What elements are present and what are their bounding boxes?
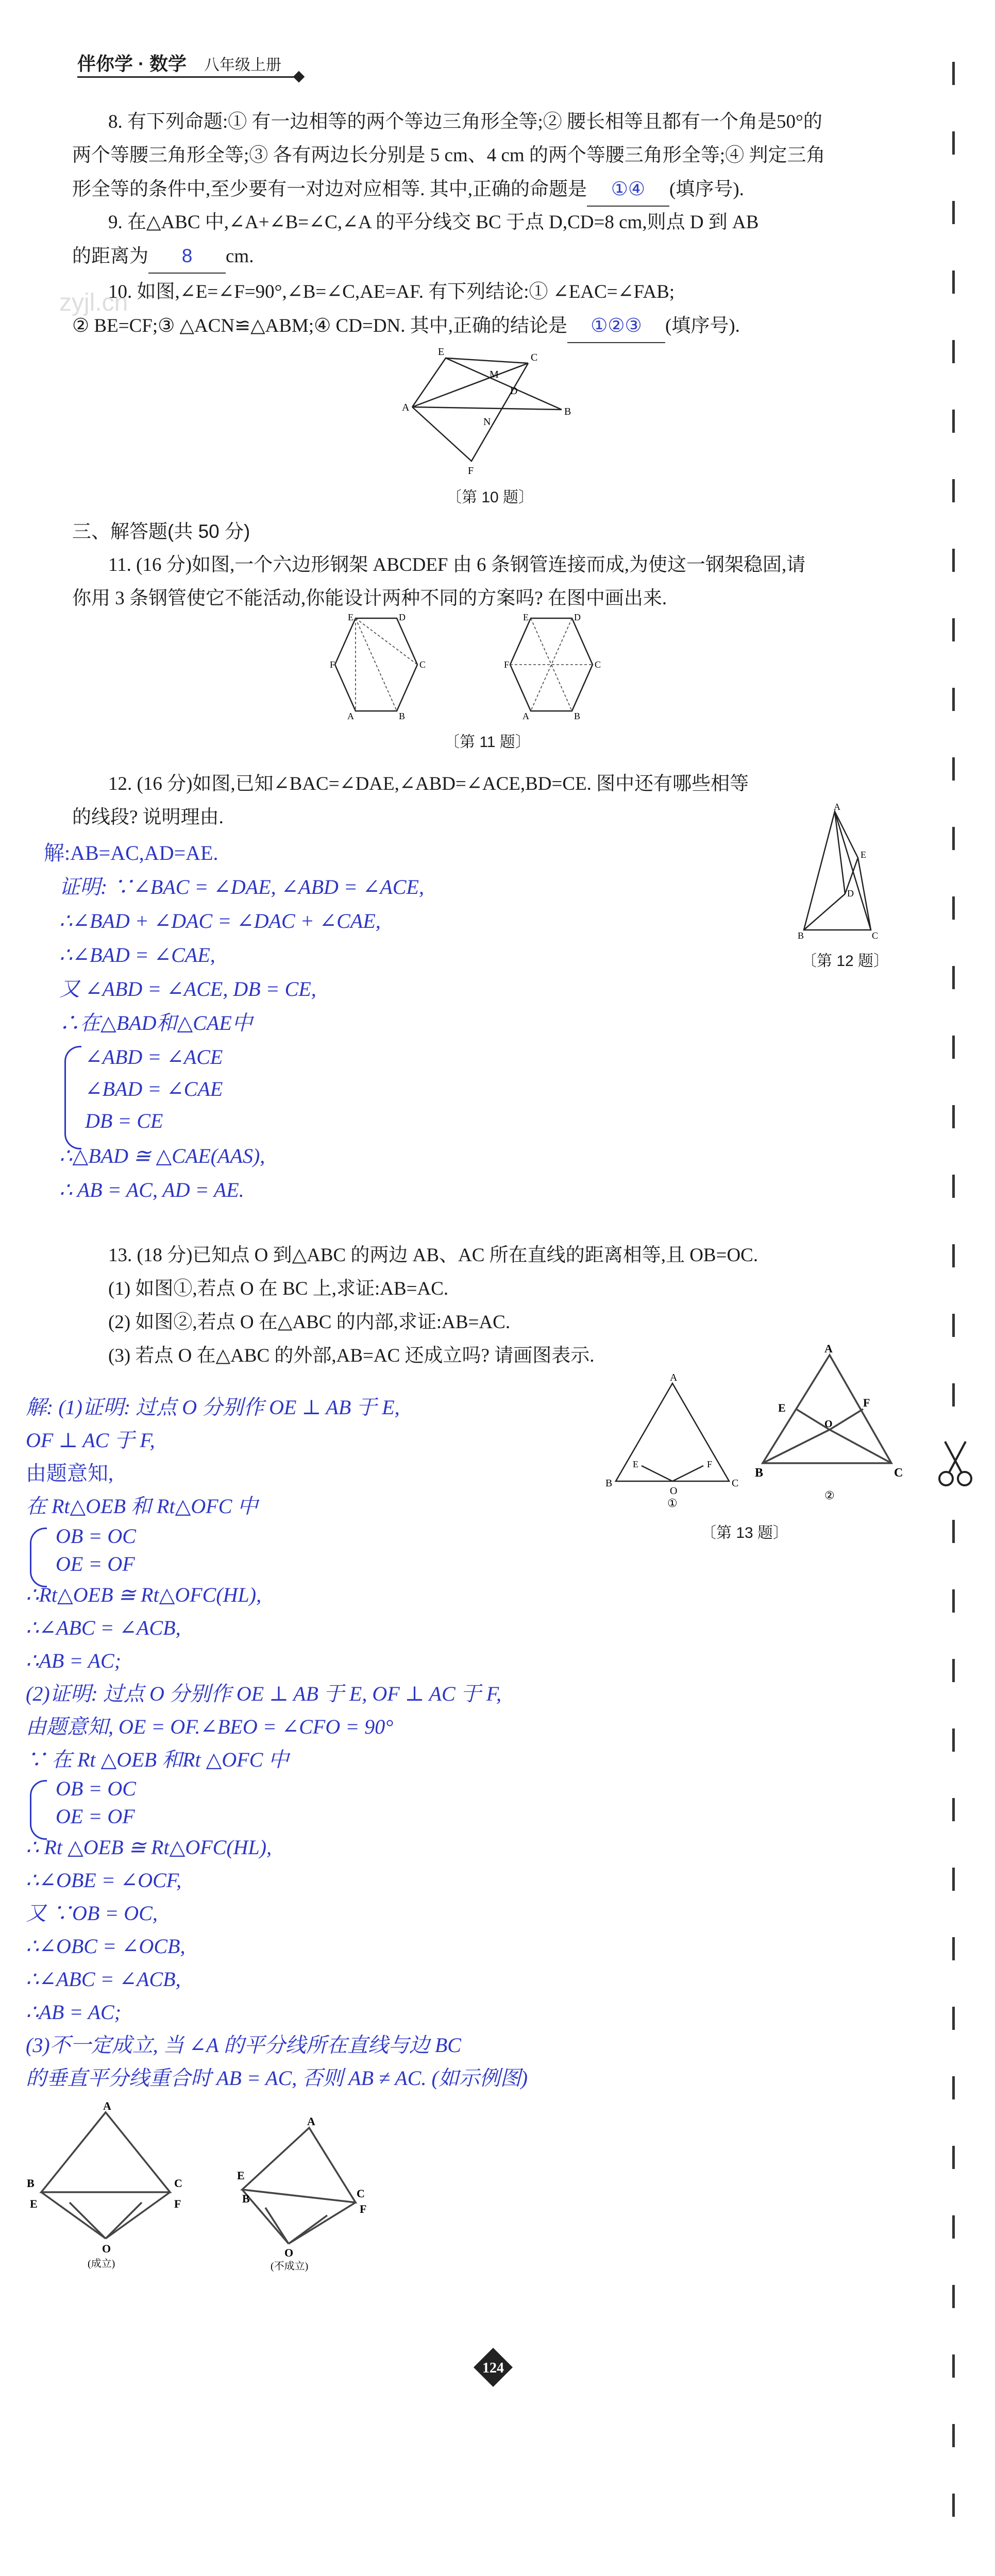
svg-text:D: D: [510, 385, 518, 397]
svg-text:E: E: [861, 850, 866, 860]
svg-text:F: F: [504, 659, 510, 670]
svg-text:C: C: [595, 659, 601, 670]
svg-text:O: O: [824, 1418, 833, 1430]
q13-line3: (2) 如图②,若点 O 在△ABC 的内部,求证:AB=AC.: [108, 1312, 511, 1333]
svg-text:C: C: [174, 2177, 182, 2190]
svg-text:B: B: [798, 930, 804, 941]
svg-text:E: E: [30, 2197, 38, 2210]
q12-line1: 12. (16 分)如图,已知∠BAC=∠DAE,∠ABD=∠ACE,BD=CE. 图中还有哪些相等: [108, 773, 749, 794]
book-brand: 伴你学 · 数学: [77, 53, 187, 74]
section-title: 三、解答题(共 50 分): [72, 521, 250, 542]
svg-text:C: C: [419, 659, 426, 670]
header-rule: [77, 76, 299, 78]
svg-text:F: F: [330, 659, 335, 670]
svg-text:F: F: [360, 2202, 367, 2215]
svg-text:A: A: [670, 1372, 678, 1383]
q9-answer-blank: 8: [148, 240, 226, 274]
q12-caption: 〔第 12 题〕: [801, 953, 889, 970]
q11-figure: [330, 613, 660, 721]
q10-answer-blank: ①②③: [567, 309, 665, 343]
example-figure-not-hold: [216, 2117, 381, 2272]
svg-text:E: E: [633, 1459, 638, 1469]
q12-line2: 的线段? 说明理由.: [72, 807, 224, 828]
page-number: 124: [482, 2360, 504, 2376]
svg-text:E: E: [438, 348, 445, 358]
q12-figure: [794, 804, 897, 943]
q13-caption: 〔第 13 题〕: [701, 1524, 789, 1541]
svg-text:E: E: [523, 613, 529, 622]
q8-answer-blank: ①④: [587, 173, 669, 207]
book-grade: 八年级上册: [204, 57, 282, 74]
svg-text:C: C: [357, 2187, 365, 2200]
q8-line1: 8. 有下列命题:① 有一边相等的两个等边三角形全等;② 腰长相等且都有一个角是50°的: [108, 111, 822, 132]
svg-text:E: E: [778, 1401, 786, 1414]
svg-text:C: C: [872, 930, 879, 941]
svg-text:O: O: [670, 1485, 678, 1497]
q10-line1: 10. 如图,∠E=∠F=90°,∠B=∠C,AE=AF. 有下列结论:① ∠EAC=∠FAB;: [108, 281, 675, 302]
q13-line4: (3) 若点 O 在△ABC 的外部,AB=AC 还成立吗? 请画图表示.: [108, 1345, 595, 1366]
q11-caption: 〔第 11 题〕: [444, 734, 531, 751]
q10-caption: 〔第 10 题〕: [446, 489, 534, 506]
svg-text:②: ②: [824, 1489, 835, 1502]
svg-text:C: C: [894, 1466, 903, 1480]
svg-text:O: O: [102, 2242, 111, 2255]
svg-text:A: A: [307, 2117, 315, 2128]
svg-text:F: F: [174, 2197, 181, 2210]
svg-text:B: B: [242, 2192, 250, 2205]
svg-text:B: B: [564, 406, 571, 417]
svg-text:F: F: [468, 465, 474, 477]
svg-text:N: N: [483, 416, 491, 428]
q11-line1: 11. (16 分)如图,一个六边形钢架 ABCDEF 由 6 条钢管连接而成,为使这一钢架稳固,请: [108, 554, 806, 575]
svg-text:D: D: [847, 888, 854, 899]
svg-text:A: A: [402, 402, 410, 413]
q13-line2: (1) 如图①,若点 O 在 BC 上,求证:AB=AC.: [108, 1278, 449, 1299]
svg-text:A: A: [824, 1345, 833, 1355]
svg-text:C: C: [732, 1478, 739, 1489]
book-header: [77, 49, 281, 76]
svg-text:B: B: [399, 711, 406, 721]
svg-text:A: A: [347, 711, 354, 721]
q13-figure2: [752, 1345, 917, 1510]
q10-line2: ② BE=CF;③ △ACN≌△ABM;④ CD=DN. 其中,正确的结论是 ①②③ (填序号).: [72, 309, 740, 343]
svg-text:(成立): (成立): [88, 2258, 115, 2269]
q9-line1: 9. 在△ABC 中,∠A+∠B=∠C,∠A 的平分线交 BC 于点 D,CD=8 cm,则点 D 到 AB: [108, 212, 759, 233]
svg-text:①: ①: [667, 1497, 678, 1510]
q11-line2: 你用 3 条钢管使它不能活动,你能设计两种不同的方案吗? 在图中画出来.: [72, 588, 667, 609]
svg-text:(不成立): (不成立): [271, 2261, 309, 2272]
svg-text:A: A: [103, 2102, 111, 2112]
watermark: zyjl.cn: [59, 289, 128, 316]
svg-text:F: F: [863, 1396, 870, 1409]
q13-line1: 13. (18 分)已知点 O 到△ABC 的两边 AB、AC 所在直线的距离相等,且 OB=OC.: [108, 1245, 758, 1266]
svg-text:B: B: [605, 1478, 613, 1489]
header-diamond: [293, 71, 305, 83]
svg-text:O: O: [284, 2246, 294, 2259]
svg-text:B: B: [574, 711, 581, 721]
svg-text:E: E: [348, 613, 353, 622]
q9-line2: 的距离为 8 cm.: [72, 240, 254, 274]
q13-figure1: [598, 1370, 752, 1510]
svg-text:D: D: [399, 613, 406, 622]
q10-figure: [397, 348, 598, 477]
svg-text:D: D: [574, 613, 581, 622]
svg-text:B: B: [755, 1466, 764, 1480]
q8-line2: 两个等腰三角形全等;③ 各有两边长分别是 5 cm、4 cm 的两个等腰三角形全等;④ 判定三角: [72, 145, 825, 166]
svg-text:A: A: [834, 804, 840, 812]
svg-text:E: E: [237, 2169, 245, 2182]
page-number-badge: [473, 2347, 514, 2388]
svg-text:F: F: [707, 1459, 713, 1469]
q8-line3: 形全等的条件中,至少要有一对边对应相等. 其中,正确的命题是 ①④ (填序号).: [72, 173, 744, 207]
svg-text:A: A: [522, 711, 529, 721]
svg-text:M: M: [490, 369, 499, 380]
scissors-icon: [937, 1437, 974, 1494]
svg-text:C: C: [531, 352, 538, 363]
svg-text:B: B: [27, 2177, 35, 2190]
example-figure-holds: [21, 2102, 191, 2272]
